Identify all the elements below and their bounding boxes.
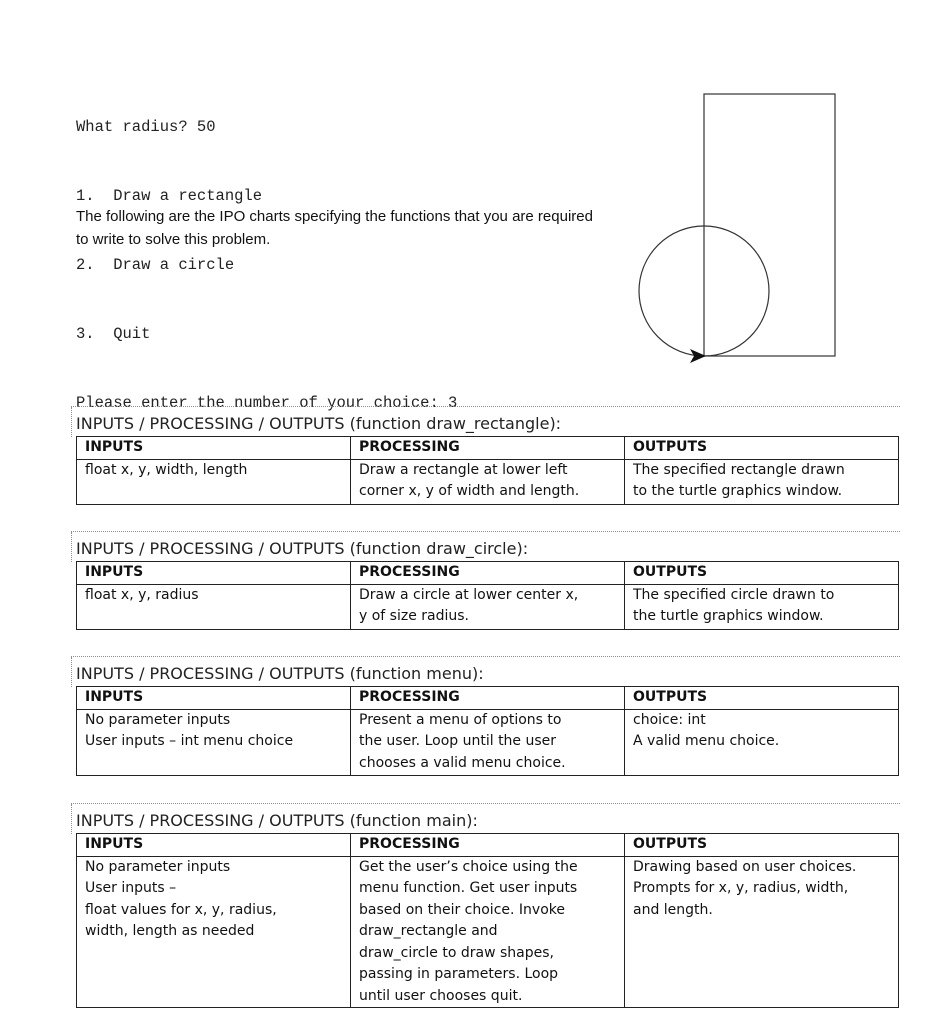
outputs-cell: [625, 584, 899, 629]
cell-text: corner x, y of width and length.: [359, 483, 580, 499]
cell-text: to the turtle graphics window.: [633, 483, 843, 499]
cell-text: Present a menu of options to: [359, 711, 562, 728]
ipo-section-main: [71, 803, 900, 1008]
header-processing: PROCESSING: [351, 437, 625, 460]
cell-text: Prompts for x, y, radius, width,: [633, 880, 849, 896]
cell-text: Drawing based on user choices.: [633, 858, 857, 875]
inputs-cell: [77, 584, 351, 629]
cell-text: No parameter inputs: [85, 858, 231, 875]
table-header-row: [77, 687, 899, 710]
cell-text: the user. Loop until the user: [359, 733, 557, 749]
header-inputs: INPUTS: [77, 562, 351, 585]
section-title: INPUTS / PROCESSING / OUTPUTS (function main):: [76, 811, 478, 830]
cell-text: User inputs –: [85, 880, 177, 896]
ipo-table: [76, 833, 899, 1008]
cell-text: passing in parameters. Loop: [359, 966, 559, 982]
ipo-table: [76, 561, 899, 630]
ipo-section-menu: [71, 656, 900, 776]
cell-text: based on their choice. Invoke: [359, 901, 565, 918]
cell-text: No parameter inputs: [85, 711, 231, 728]
table-header-row: [77, 562, 899, 585]
cell-text: chooses a valid menu choice.: [359, 754, 566, 771]
turtle-drawing: [630, 85, 845, 370]
console-line: 1. Draw a rectangle: [76, 187, 263, 205]
cell-text: draw_circle to draw shapes,: [359, 944, 554, 961]
header-processing: PROCESSING: [351, 562, 625, 585]
header-inputs: INPUTS: [77, 834, 351, 857]
section-title: INPUTS / PROCESSING / OUTPUTS (function draw_circle):: [76, 539, 529, 558]
cell-text: The specified circle drawn to: [633, 586, 835, 603]
console-line: What radius? 50: [76, 118, 216, 136]
cell-text: and length.: [633, 901, 713, 918]
console-line: 2. Draw a circle: [76, 256, 235, 274]
table-header-row: [77, 437, 899, 460]
cell-text: float values for x, y, radius,: [85, 901, 277, 918]
ipo-section-draw-rectangle: [71, 406, 900, 505]
ipo-table: [76, 436, 899, 505]
header-processing: PROCESSING: [351, 687, 625, 710]
header-inputs: INPUTS: [77, 687, 351, 710]
cell-text: width, length as needed: [85, 923, 255, 939]
outputs-cell: [625, 709, 899, 775]
cell-text: A valid menu choice.: [633, 733, 780, 749]
table-row: [77, 584, 899, 629]
console-output: [76, 70, 457, 438]
cell-text: until user chooses quit.: [359, 987, 523, 1004]
section-title: INPUTS / PROCESSING / OUTPUTS (function menu):: [76, 664, 484, 683]
processing-cell: [351, 584, 625, 629]
cell-text: Draw a rectangle at lower left: [359, 461, 568, 478]
cell-text: float x, y, width, length: [85, 461, 248, 478]
cell-text: choice: int: [633, 711, 706, 728]
cell-text: User inputs – int menu choice: [85, 733, 294, 749]
header-outputs: OUTPUTS: [625, 687, 899, 710]
table-row: [77, 459, 899, 504]
cell-text: y of size radius.: [359, 608, 470, 624]
header-outputs: OUTPUTS: [625, 437, 899, 460]
section-title: INPUTS / PROCESSING / OUTPUTS (function draw_rectangle):: [76, 414, 562, 433]
cell-text: the turtle graphics window.: [633, 608, 824, 624]
header-processing: PROCESSING: [351, 834, 625, 857]
outputs-cell: [625, 856, 899, 1008]
inputs-cell: [77, 709, 351, 775]
inputs-cell: [77, 459, 351, 504]
console-line: Please enter the number of your choice: 3: [76, 394, 458, 412]
cell-text: The specified rectangle drawn: [633, 461, 845, 478]
drawn-rectangle: [704, 94, 835, 356]
table-row: [77, 856, 899, 1008]
cell-text: draw_rectangle and: [359, 923, 498, 939]
cell-text: float x, y, radius: [85, 586, 199, 603]
header-outputs: OUTPUTS: [625, 562, 899, 585]
ipo-table: [76, 686, 899, 776]
intro-paragraph: The following are the IPO charts specifying the functions that you are required to write to solve this problem.: [76, 208, 593, 248]
cell-text: Get the user’s choice using the: [359, 858, 578, 875]
table-header-row: [77, 834, 899, 857]
cell-text: Draw a circle at lower center x,: [359, 586, 579, 603]
processing-cell: [351, 459, 625, 504]
processing-cell: [351, 856, 625, 1008]
console-line: 3. Quit: [76, 325, 151, 343]
processing-cell: [351, 709, 625, 775]
ipo-section-draw-circle: [71, 531, 900, 630]
cell-text: menu function. Get user inputs: [359, 880, 578, 896]
table-row: [77, 709, 899, 775]
inputs-cell: [77, 856, 351, 1008]
header-inputs: INPUTS: [77, 437, 351, 460]
outputs-cell: [625, 459, 899, 504]
header-outputs: OUTPUTS: [625, 834, 899, 857]
